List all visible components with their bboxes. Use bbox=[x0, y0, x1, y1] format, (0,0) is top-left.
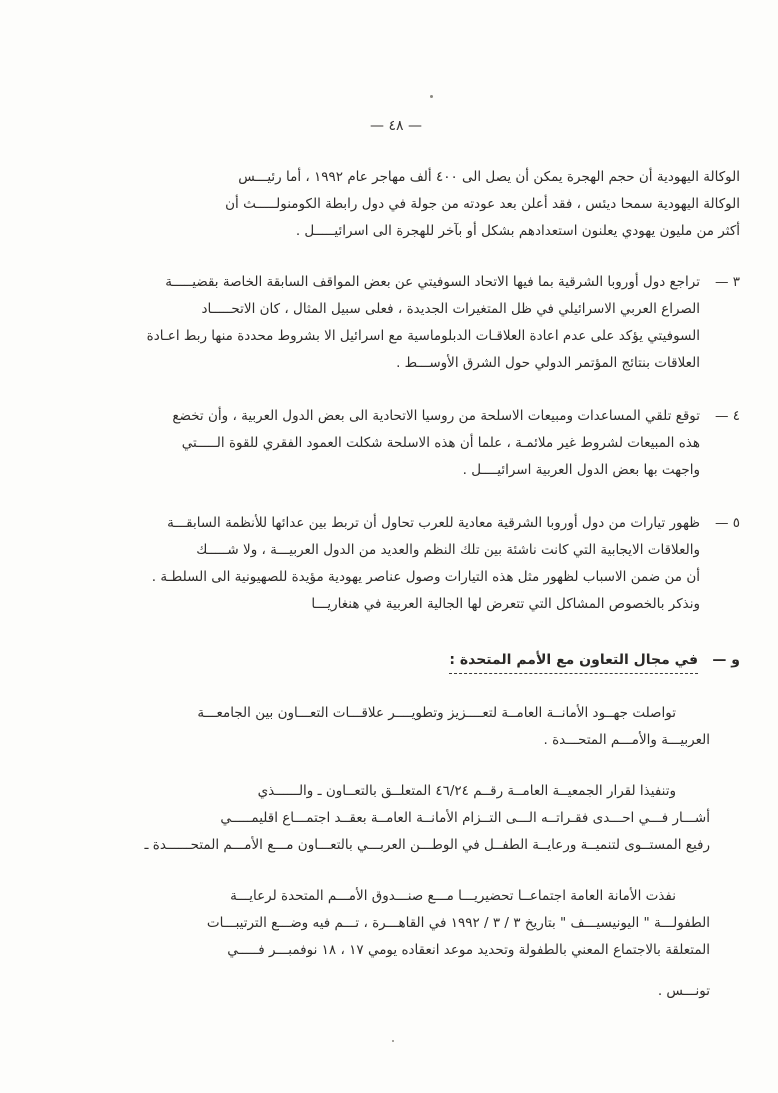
paragraph-un-cooperation-2 bbox=[52, 778, 710, 859]
text-line: السوفيتي يؤكد على عدم اعادة العلاقـات الدبلوماسية مع اسرائيل الا بشروط محددة منها ربط اعـادة bbox=[146, 328, 700, 344]
text-line: ونذكر بالخصوص المشاكل التي تتعرض لها الجالية العربية في هنغاريـــا bbox=[311, 596, 700, 612]
item-marker: ٣ — bbox=[714, 274, 740, 290]
text-line: رفيع المستــوى لتنميــة ورعايــة الطفــل في الوطـــن العربـــي بالتعـــاون مـــع الأمـــم المتحــــــدة ـ bbox=[144, 837, 710, 853]
paragraph-un-cooperation-3 bbox=[52, 883, 710, 1005]
section-marker: و — bbox=[712, 652, 740, 668]
text-line: واجهت بها بعض الدول العربية اسرائيــــل . bbox=[462, 462, 700, 478]
text-line: هذه المبيعات لشروط غير ملائمـة ، علما أن هذه الاسلحة شكلت العمود الفقري للقوة الـــــتي bbox=[181, 435, 700, 451]
text-line: نفذت الأمانة العامة اجتماعــا تحضيريـــا مـــع صنـــدوق الأمـــم المتحدة لرعايـــة bbox=[230, 888, 676, 904]
scan-speck bbox=[392, 1040, 394, 1042]
text-line: الوكالة اليهودية سمحا ديئس ، فقد أعلن بعد عودته من جولة في دول رابطة الكومنولـــــث أن bbox=[225, 196, 740, 212]
paragraph-un-cooperation-1 bbox=[52, 700, 710, 754]
section-heading-row bbox=[52, 652, 740, 674]
text-line: الوكالة اليهودية أن حجم الهجرة يمكن أن يصل الى ٤٠٠ ألف مهاجر عام ١٩٩٢ ، أما رئيـــس bbox=[238, 169, 740, 185]
text-line: توقع تلقي المساعدات ومبيعات الاسلحة من روسيا الاتحادية الى بعض الدول العربية ، وأن تخضع bbox=[172, 408, 700, 424]
item-text bbox=[52, 403, 700, 484]
list-item-5 bbox=[52, 510, 740, 618]
list-item-4 bbox=[52, 403, 740, 484]
text-line: أن من ضمن الاسباب لظهور مثل هذه التيارات وصول عناصر يهودية مؤيدة للصهيونية الى السلطـة . bbox=[151, 569, 700, 585]
text-line: ظهور تيارات من دول أوروبا الشرقية معادية للعرب تحاول أن تربط بين عدائها للأنظمة السابقـــة bbox=[167, 515, 700, 531]
text-line: تواصلت جهــود الأمانــة العامــة لتعــــزيز وتطويــــر علاقـــات التعـــاون بين الجامعـــة bbox=[197, 705, 676, 721]
text-line: الصراع العربي الاسرائيلي في ظل المتغيرات الجديدة ، فعلى سبيل المثال ، كان الاتحـــــاد bbox=[201, 301, 700, 317]
section-heading: في مجال التعاون مع الأمم المتحدة : bbox=[449, 652, 698, 674]
text-line: وتنفيذا لقرار الجمعيــة العامــة رقــم ٤٦/٢٤ المتعلــق بالتعــاون ـ والــــــذي bbox=[257, 783, 676, 799]
item-marker: ٤ — bbox=[714, 408, 740, 424]
text-line: أشـــار فـــي احـــدى فقـراتــه الـــى التــزام الأمانــة العامــة بعقــد اجتمـــاع اقليمـــــي bbox=[220, 810, 710, 826]
text-line: الطفولـــة " اليونيسيـــف " بتاريخ ٣ / ٣ / ١٩٩٢ في القاهـــرة ، تـــم فيه وضـــع الترتيبـــات bbox=[206, 915, 710, 931]
page-number: — ٤٨ — bbox=[370, 118, 422, 134]
list-item-3 bbox=[52, 269, 740, 377]
text-line: العلاقات بنتائج المؤتمر الدولي حول الشرق الأوســـط . bbox=[396, 355, 700, 371]
page-content bbox=[52, 118, 740, 1029]
item-text bbox=[52, 269, 700, 377]
text-line: تراجع دول أوروبا الشرقية بما فيها الاتحاد السوفيتي عن بعض المواقف السابقة الخاصة بقضيـــــة bbox=[165, 274, 700, 290]
item-text bbox=[52, 510, 700, 618]
item-marker: ٥ — bbox=[714, 515, 740, 531]
paragraph-opening bbox=[52, 164, 740, 245]
scan-speck bbox=[430, 95, 433, 98]
text-line: أكثر من مليون يهودي يعلنون استعدادهم بشكل أو بآخر للهجرة الى اسرائيـــــل . bbox=[295, 223, 740, 239]
text-line: والعلاقات الايجابية التي كانت ناشئة بين تلك النظم والعديد من الدول العربيـــة ، ولا شـــــك bbox=[196, 542, 700, 558]
text-line: تونـــس . bbox=[657, 983, 710, 999]
text-line: العربيـــة والأمـــم المتحـــدة . bbox=[543, 732, 710, 748]
text-line: المتعلقة بالاجتماع المعني بالطفولة وتحديد موعد انعقاده يومي ١٧ ، ١٨ نوفمبـــر فـــــي bbox=[227, 942, 710, 958]
